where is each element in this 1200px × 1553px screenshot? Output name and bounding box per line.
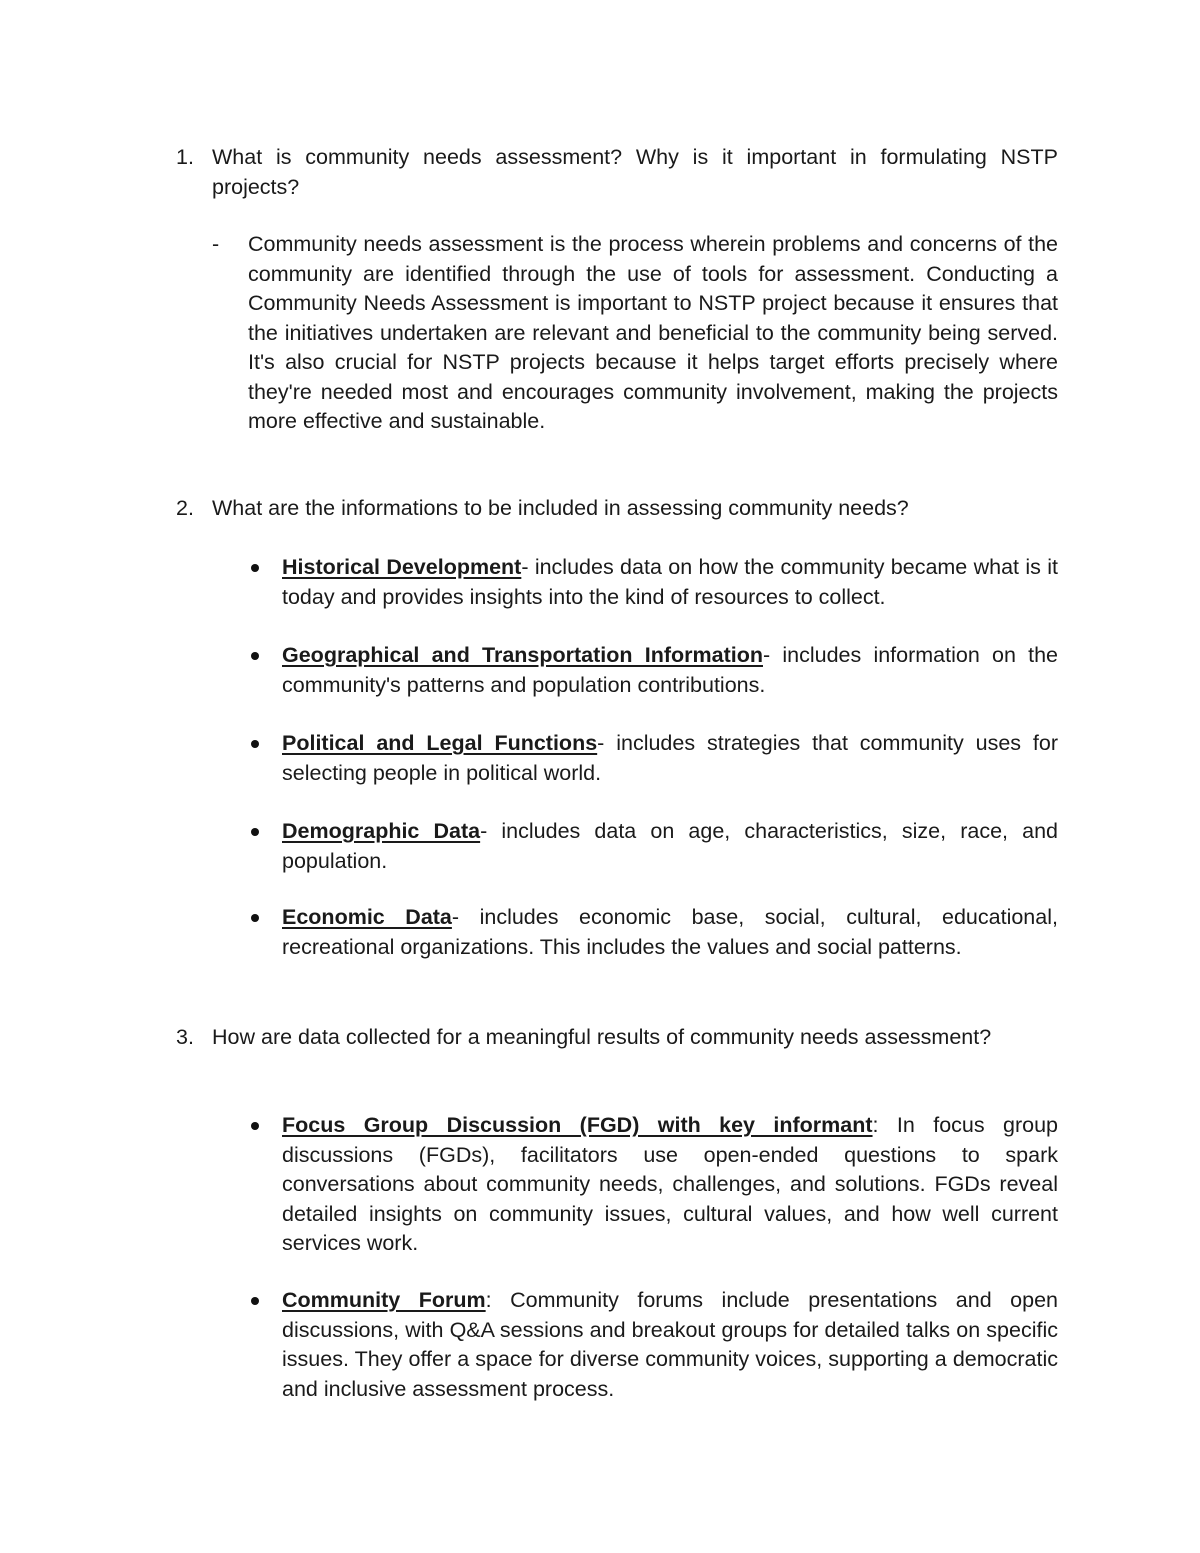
term-description: includes strategies that community uses for selecting people in political world. — [282, 731, 1059, 785]
term-label: Historical Development — [282, 555, 522, 579]
question-3 — [176, 1023, 1058, 1053]
term-separator: : — [872, 1113, 897, 1137]
list-item — [244, 641, 1058, 700]
term-label: Political and Legal Functions — [282, 731, 598, 755]
term-label: Economic Data — [282, 905, 452, 929]
term-separator: - — [480, 819, 502, 843]
term-description: includes data on how the community became what is it today and provides insights into the kind of resources to collect. — [282, 555, 1058, 609]
term-description: includes economic base, social, cultural, educational, recreational organizations. This includes the values and social patterns. — [282, 905, 1058, 959]
question-text: What are the informations to be included in assessing community needs? — [212, 496, 909, 520]
list-item — [244, 817, 1058, 876]
question-number: 2. — [176, 496, 194, 520]
list-item — [244, 729, 1058, 788]
term-separator: - — [762, 643, 783, 667]
term-description: includes information on the community's patterns and population contributions. — [282, 643, 1059, 697]
bullet-icon — [251, 828, 259, 836]
question-2 — [176, 494, 1058, 524]
list-item — [244, 1111, 1058, 1259]
bullet-icon — [251, 1297, 259, 1305]
dash-marker: - — [212, 232, 220, 256]
bullet-icon — [251, 740, 259, 748]
term-label: Geographical and Transportation Information — [282, 643, 763, 667]
question-number: 1. — [176, 145, 194, 169]
question-1 — [176, 143, 1058, 202]
term-separator: - — [451, 905, 480, 929]
list-item — [244, 553, 1058, 612]
term-description: Community forums include presentations and open discussions, with Q&A sessions and breakout groups for detailed talks on specific issues. They offer a space for diverse community voices, supporting a democratic and inclusive assessment process. — [282, 1288, 1058, 1401]
bullet-icon — [251, 914, 259, 922]
list-item — [244, 903, 1058, 962]
term-description: includes data on age, characteristics, size, race, and population. — [282, 819, 1058, 873]
term-separator: - — [597, 731, 617, 755]
answer-text: Community needs assessment is the process wherein problems and concerns of the community are identified through the use of tools for assessment. Conducting a Community Needs Assessment is important to NSTP project because it ensures that the initiatives undertaken are relevant and beneficial to the community being served. It's also crucial for NSTP projects because it helps target efforts precisely where they're needed most and encourages community involvement, making the projects more effective and sustainable. — [248, 232, 1058, 433]
question-text: What is community needs assessment? Why is it important in formulating NSTP projects? — [212, 145, 1058, 199]
term-label: Focus Group Discussion (FGD) with key informant — [282, 1113, 873, 1137]
term-separator: : — [485, 1288, 511, 1312]
term-label: Demographic Data — [282, 819, 481, 843]
question-number: 3. — [176, 1025, 194, 1049]
term-description: In focus group discussions (FGDs), facilitators use open-ended questions to spark conversations about community needs, challenges, and solutions. FGDs reveal detailed insights on community issues, cultural values, and how well current services work. — [282, 1113, 1059, 1255]
list-item — [244, 1286, 1058, 1404]
term-separator: - — [521, 555, 535, 579]
bullet-icon — [251, 564, 259, 572]
answer-1 — [212, 230, 1058, 437]
bullet-icon — [251, 652, 259, 660]
question-text: How are data collected for a meaningful results of community needs assessment? — [212, 1025, 992, 1049]
bullet-icon — [251, 1122, 259, 1130]
term-label: Community Forum — [282, 1288, 486, 1312]
